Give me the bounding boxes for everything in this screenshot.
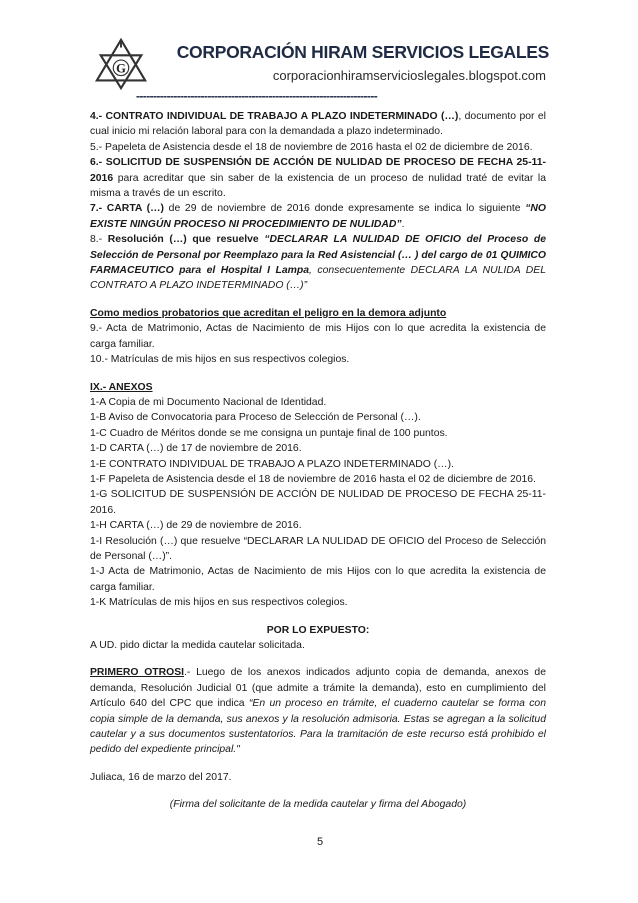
item-5: 5.- Papeleta de Asistencia desde el 18 de noviembre de 2016 hasta el 02 de diciembre de 2016. (90, 141, 533, 153)
otrosi-label: PRIMERO OTROSI (90, 667, 185, 679)
masonic-logo (92, 34, 150, 92)
proof-item-9: 9.- Acta de Matrimonio, Actas de Nacimiento de mis Hijos con lo que acredita la existencia de carga familiar. (90, 323, 546, 350)
primero-otrosi (90, 665, 546, 757)
annex-item: 1-C Cuadro de Méritos donde se me consigna un puntaje final de 100 puntos. (90, 427, 448, 439)
annex-item: 1-K Matrículas de mis hijos en sus respectivos colegios. (90, 597, 348, 609)
item-4 (90, 109, 546, 140)
annex-item: 1-I Resolución (…) que resuelve “DECLARAR LA NULIDAD DE OFICIO del Proceso de Selección de Personal (…)”. (90, 535, 546, 562)
page-number: 5 (316, 836, 324, 848)
annex-item: 1-B Aviso de Convocatoria para Proceso de Selección de Personal (…). (90, 412, 421, 424)
annex-item: 1-E CONTRATO INDIVIDUAL DE TRABAJO A PLAZO INDETERMINADO (…). (90, 458, 454, 470)
item-7-text: de 29 de noviembre de 2016 donde expresamente se indica lo siguiente (164, 203, 526, 215)
proof-item-10: 10.- Matrículas de mis hijos en sus respectivos colegios. (90, 354, 350, 366)
item-8-prefix: 8.- (90, 234, 108, 246)
otrosi-text: .- Luego de los anexos indicados adjunto copia de demanda, anexos de demanda, Resolución Judicial 01 (que admite a trámite la demanda), esto en cumplimiento del Artículo 640 del CPC que indica (90, 667, 546, 710)
annex-item: 1-F Papeleta de Asistencia desde el 18 de noviembre de 2016 hasta el 02 de diciembre de 2016. (90, 473, 536, 485)
item-7 (90, 201, 546, 232)
company-url: corporacionhiramservicioslegales.blogspot.com (272, 68, 546, 83)
annex-item: 1-D CARTA (…) de 17 de noviembre de 2016. (90, 443, 302, 455)
header-rule: ----------------------------------------------------------------------- (136, 89, 378, 103)
annex-item: 1-A Copia de mi Documento Nacional de Identidad. (90, 396, 327, 408)
item-8-label: Resolución (…) que resuelve (107, 234, 259, 246)
document-body (90, 109, 546, 813)
annex-item: 1-J Acta de Matrimonio, Actas de Nacimiento de mis Hijos con lo que acredita la existencia de carga familiar. (90, 566, 546, 593)
item-6-text: para acreditar que sin saber de la existencia de un proceso de nulidad traté de evitar la misma a través de un escrito. (90, 172, 546, 200)
annexes-heading: IX.- ANEXOS (90, 381, 153, 393)
signature-line: (Firma del solicitante de la medida cautelar y firma del Abogado) (169, 799, 467, 811)
item-6 (90, 155, 546, 201)
item-8-quote-rest: , consecuentemente DECLARA LA NULIDA DEL CONTRATO A PLAZO INDETERMINADO (…)” (90, 265, 546, 292)
proof-heading: Como medios probatorios que acreditan el peligro en la demora adjunto (90, 307, 447, 319)
date-line: Juliaca, 16 de marzo del 2017. (90, 771, 232, 783)
item-6-label: 6.- SOLICITUD DE SUSPENSIÓN DE ACCIÓN DE NULIDAD DE PROCESO DE FECHA 25-11-2016 (90, 157, 546, 184)
item-7-label: 7.- CARTA (…) (90, 203, 164, 215)
otrosi-quote: “En un proceso en trámite, el cuaderno cautelar se forma con copia simple de la demanda, sus anexos y la resolución admisoria. Estas se agregan a la solicitud cautelar y a sus documentos sustentatorios. Para la tramitación de este recurso está prohibido el pedido del expediente principal." (90, 698, 546, 756)
item-4-label: 4.- CONTRATO INDIVIDUAL DE TRABAJO A PLAZO INDETERMINADO (…) (90, 111, 459, 122)
request-line: A UD. pido dictar la medida cautelar solicitada. (90, 640, 305, 651)
item-4-text: , documento por el cual inicio mi relación laboral para con la demandada a plazo indeterminado. (90, 111, 546, 138)
item-7-quote: “NO EXISTE NINGÚN PROCESO NI PROCEDIMIENTO DE NULIDAD” (90, 203, 546, 230)
item-8 (90, 232, 546, 294)
item-7-end: . (401, 218, 405, 230)
annex-item: 1-H CARTA (…) de 29 de noviembre de 2016. (90, 520, 302, 532)
company-title: CORPORACIÓN HIRAM SERVICIOS LEGALES (176, 42, 549, 62)
logo-letter: G (116, 61, 126, 76)
annex-item: 1-G SOLICITUD DE SUSPENSIÓN DE ACCIÓN DE NULIDAD DE PROCESO DE FECHA 25-11-2016. (90, 489, 546, 516)
item-8-quote-bold: “DECLARAR LA NULIDAD DE OFICIO del Proceso de Selección de Personal por Reemplazo para la Red Asistencial (… ) del cargo de 01 QUIMICO FARMACEUTICO para el Hospital I Lampa (90, 234, 546, 277)
por-lo-expuesto-heading: POR LO EXPUESTO: (266, 624, 370, 636)
